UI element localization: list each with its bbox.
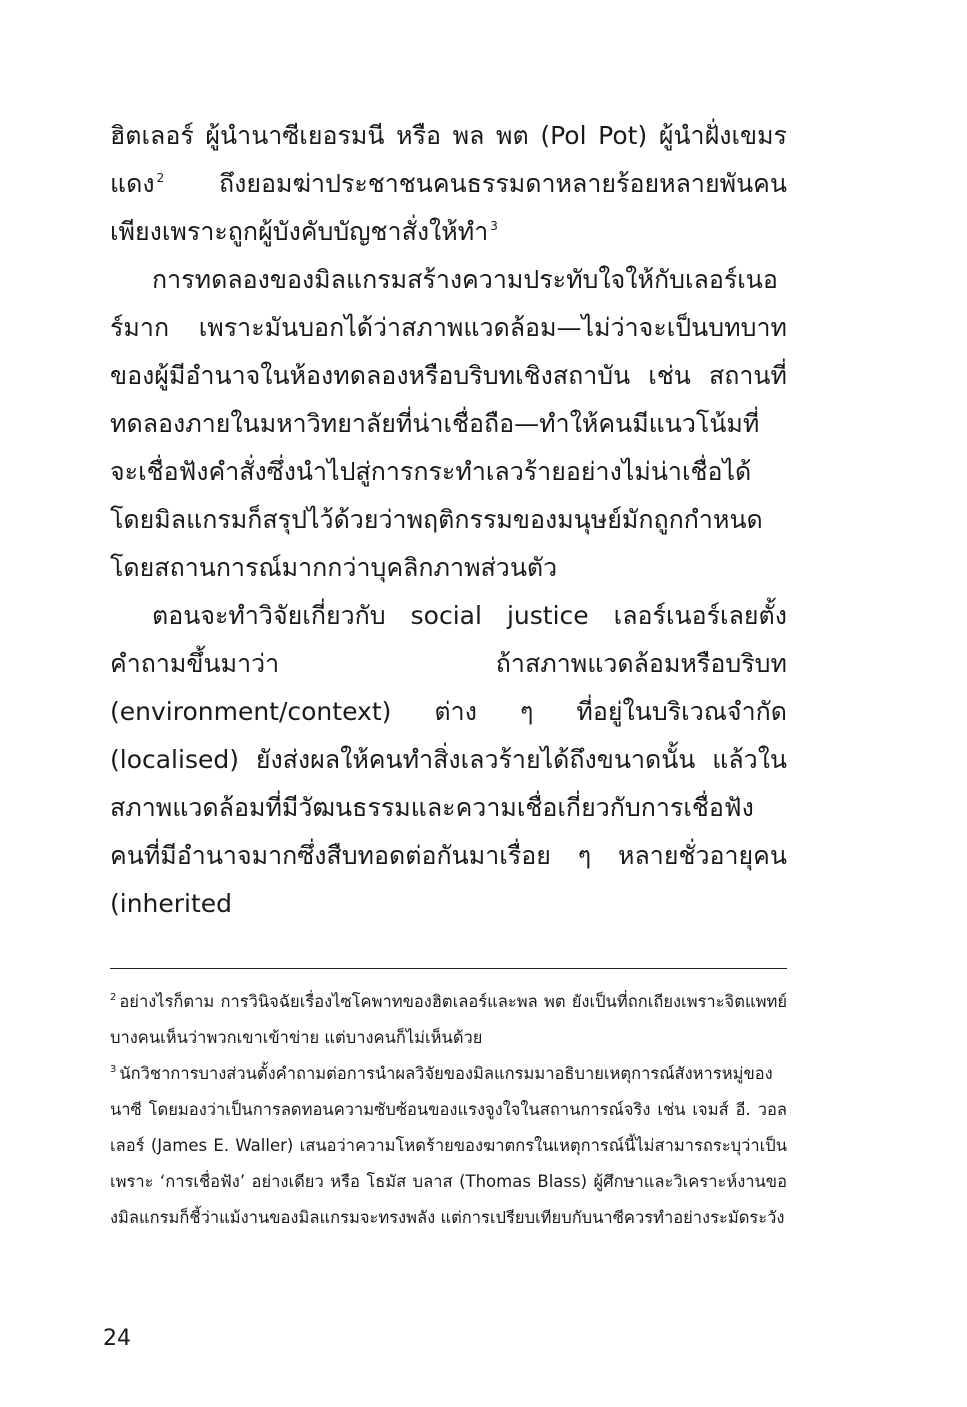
- paragraph-text: ฮิตเลอร์ ผู้นำนาซีเยอรมนี หรือ พล พต (Pol Pot) ผู้นำฝั่งเขมรแดง: [110, 121, 787, 198]
- main-text: [110, 112, 787, 928]
- footnote-number: 3: [110, 1064, 117, 1075]
- paragraph-3: ตอนจะทำวิจัยเกี่ยวกับ social justice เลอร์เนอร์เลยตั้งคำถามขึ้นมาว่า ถ้าสภาพแวดล้อมหรือบริบท (environment/context) ต่าง ๆ ที่อยู่ในบริเวณจำกัด (localised) ยังส่งผลให้คนทำสิ่งเลวร้ายได้ถึงขนาดนั้น แล้วในสภาพแวดล้อมที่มีวัฒนธรรมและความเชื่อเกี่ยวกับการเชื่อฟังคนที่มีอำนาจมากซึ่งสืบทอดต่อกันมาเรื่อย ๆ หลายชั่วอายุคน (inherited: [110, 601, 787, 918]
- paragraph-text: ถึงยอมฆ่าประชาชนคนธรรมดาหลายร้อยหลายพันคน เพียงเพราะถูกผู้บังคับบัญชาสั่งให้ทำ: [110, 169, 787, 246]
- footnote-number: 2: [110, 992, 117, 1003]
- footnote-divider: [110, 968, 787, 969]
- footnote-ref-3: 3: [490, 219, 498, 233]
- footnote-text: นักวิชาการบางส่วนตั้งคำถามต่อการนำผลวิจัยของมิลแกรมมาอธิบายเหตุการณ์สังหารหมู่ของนาซี โดยมองว่าเป็นการลดทอนความซับซ้อนของแรงจูงใจในสถานการณ์จริง เช่น เจมส์ อี. วอลเลอร์ (James E. Waller) เสนอว่าความโหดร้ายของฆาตกรในเหตุการณ์นี้ไม่สามารถระบุว่าเป็นเพราะ ‘การเชื่อฟัง’ อย่างเดียว หรือ โธมัส บลาส (Thomas Blass) ผู้ศึกษาและวิเคราะห์งานของมิลแกรมก็ชี้ว่าแม้งานของมิลแกรมจะทรงพลัง แต่การเปรียบเทียบกับนาซีควรทำอย่างระมัดระวัง: [110, 1064, 787, 1227]
- paragraph-2: การทดลองของมิลแกรมสร้างความประทับใจให้กับเลอร์เนอร์มาก เพราะมันบอกได้ว่าสภาพแวดล้อม—ไม่ว่าจะเป็นบทบาทของผู้มีอำนาจในห้องทดลองหรือบริบทเชิงสถาบัน เช่น สถานที่ทดลองภายในมหาวิทยาลัยที่น่าเชื่อถือ—ทำให้คนมีแนวโน้มที่จะเชื่อฟังคำสั่งซึ่งนำไปสู่การกระทำเลวร้ายอย่างไม่น่าเชื่อได้ โดยมิลแกรมก็สรุปไว้ด้วยว่าพฤติกรรมของมนุษย์มักถูกกำหนดโดยสถานการณ์มากกว่าบุคลิกภาพส่วนตัว: [110, 265, 787, 582]
- footnotes: [110, 984, 787, 1236]
- page-number: 24: [103, 1326, 131, 1351]
- footnote-2: [110, 984, 787, 1056]
- footnote-3: [110, 1056, 787, 1236]
- footnote-text: อย่างไรก็ตาม การวินิจฉัยเรื่องไซโคพาทของฮิตเลอร์และพล พต ยังเป็นที่ถกเถียงเพราะจิตแพทย์บางคนเห็นว่าพวกเขาเข้าข่าย แต่บางคนก็ไม่เห็นด้วย: [110, 992, 787, 1047]
- footnote-ref-2: 2: [156, 171, 165, 185]
- paragraph-1: [110, 112, 787, 256]
